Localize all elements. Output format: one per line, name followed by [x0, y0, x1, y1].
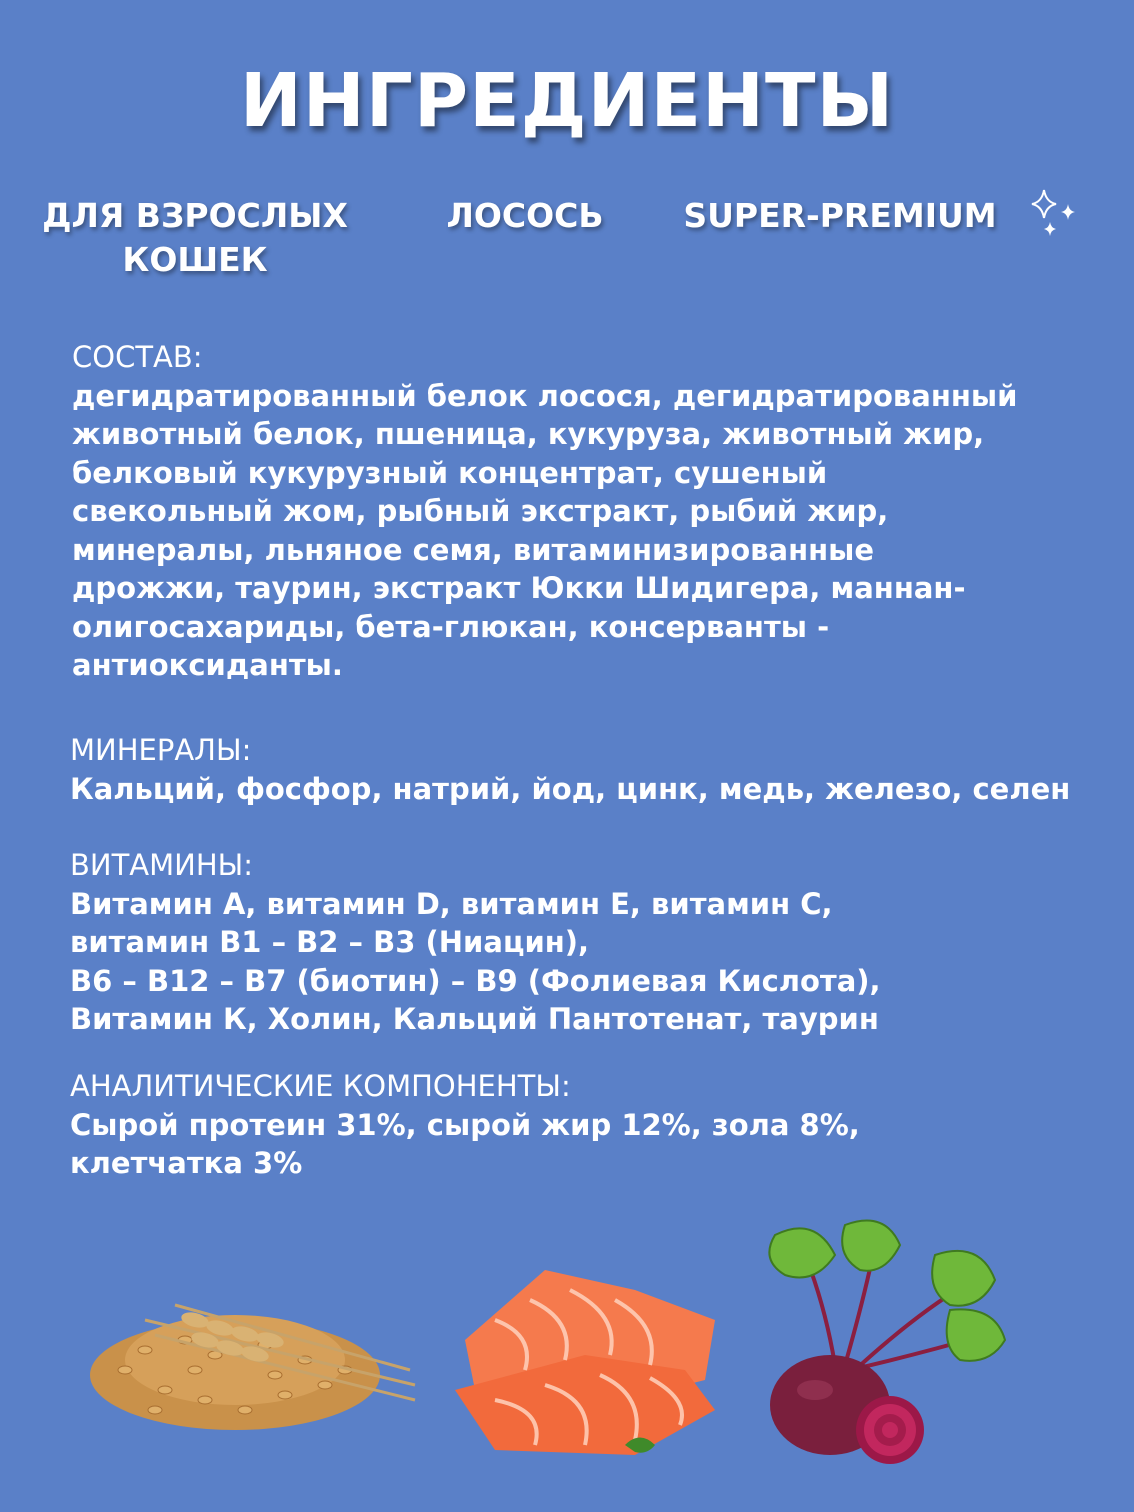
sparkle-icon: [1028, 186, 1082, 240]
section-heading: МИНЕРАЛЫ:: [70, 733, 252, 767]
section-analytics: [70, 1067, 1090, 1183]
salmon-fillet-image: [435, 1260, 735, 1460]
section-body: Витамин А, витамин D, витамин E, витамин С, витамин B1 – B2 – B3 (Ниацин), B6 – B12 – B7 (биотин) – B9 (Фолиевая Кислота), Витамин К, Холин, Кальций Пантотенат, таурин: [70, 886, 881, 1036]
tag-line: SUPER-PREMIUM: [683, 196, 997, 235]
section-composition: [72, 338, 1092, 685]
section-body: дегидратированный белок лосося, дегидратированный животный белок, пшеница, кукуруза, животный жир, белковый кукурузный концентрат, сушеный свекольный жом, рыбный экстракт, рыбий жир, минералы, льняное семя, витаминизированные дрожжи, таурин, экстракт Юкки Шидигера, маннан- олигосахариды, бета-глюкан, консерванты - антиоксиданты.: [72, 378, 1018, 682]
section-heading: АНАЛИТИЧЕСКИЕ КОМПОНЕНТЫ:: [70, 1069, 571, 1103]
wheat-grain-image: [85, 1250, 425, 1440]
tag-salmon: [420, 194, 630, 238]
section-body: Сырой протеин 31%, сырой жир 12%, зола 8%, клетчатка 3%: [70, 1107, 860, 1180]
tag-line: ЛОСОСЬ: [446, 196, 604, 235]
page-title: ИНГРЕДИЕНТЫ: [239, 58, 895, 144]
tag-super-premium: [660, 194, 1020, 238]
tag-adult-cats: [20, 194, 370, 282]
section-heading: ВИТАМИНЫ:: [70, 848, 254, 882]
tag-line: ДЛЯ ВЗРОСЛЫХ: [42, 196, 348, 235]
section-minerals: [70, 731, 1090, 808]
section-heading: СОСТАВ:: [72, 340, 203, 374]
beetroot-image: [755, 1215, 1010, 1465]
section-body: Кальций, фосфор, натрий, йод, цинк, медь, железо, селен: [70, 771, 1071, 806]
section-vitamins: [70, 846, 1090, 1039]
tag-line: КОШЕК: [122, 240, 268, 279]
